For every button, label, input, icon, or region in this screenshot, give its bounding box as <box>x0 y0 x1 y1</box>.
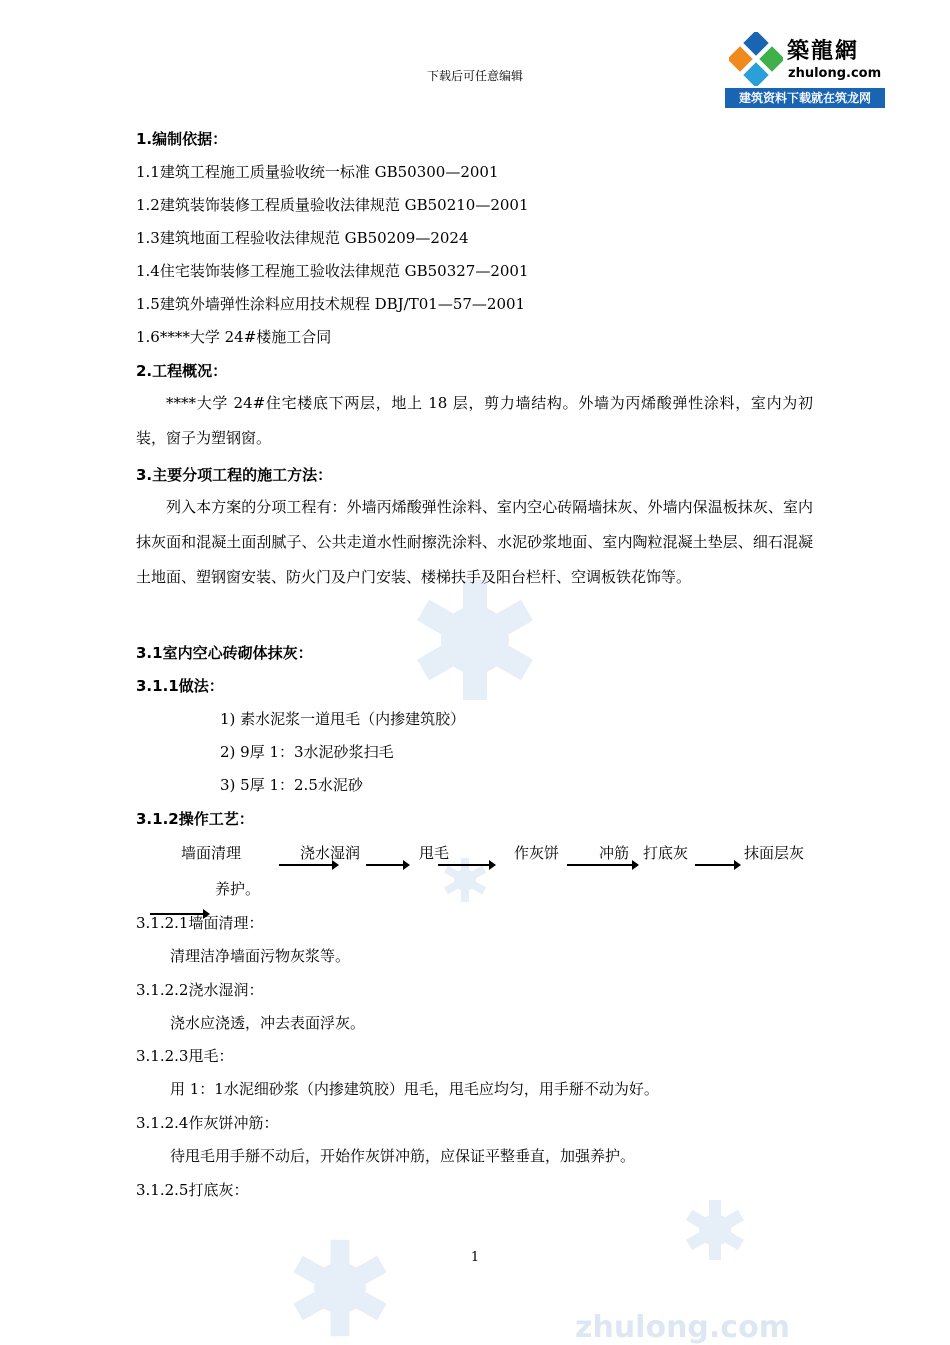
list-item: 1.3建筑地面工程验收法律规范 GB50209—2024 <box>136 229 469 247</box>
flow-arrow <box>366 864 404 866</box>
flow-step: 甩毛 <box>419 844 450 862</box>
step-title: 3.1.2.2浇水湿润： <box>136 981 264 999</box>
step-body: 待甩毛用手掰不动后，开始作灰饼冲筋，应保证平整垂直，加强养护。 <box>170 1147 636 1165</box>
list-item: 1.4住宅装饰装修工程施工验收法律规范 GB50327—2001 <box>136 262 529 280</box>
section-title: 1.编制依据： <box>136 130 228 148</box>
watermark-snowflake-icon <box>275 1232 405 1344</box>
list-item: 1.6****大学 24#楼施工合同 <box>136 328 332 346</box>
logo-domain: zhulong.com <box>788 66 882 81</box>
flow-step: 养护。 <box>215 880 261 898</box>
watermark-text: zhulong.com <box>575 1310 790 1345</box>
zhulong-logo <box>725 30 885 108</box>
flow-step: 浇水湿润 <box>300 844 361 862</box>
subsection-title: 3.1室内空心砖砌体抹灰： <box>136 644 313 662</box>
step-title: 3.1.2.1墙面清理： <box>136 914 264 932</box>
paragraph: ****大学 24#住宅楼底下两层，地上 18 层，剪力墙结构。外墙为丙烯酸弹性涂料，室内为初装，窗子为塑钢窗。 <box>136 394 813 447</box>
header-note: 下载后可任意编辑 <box>426 69 523 83</box>
subsection-title: 3.1.2操作工艺： <box>136 810 254 828</box>
list-item: 2) 9厚 1：3水泥砂浆扫毛 <box>220 743 394 761</box>
step-body: 清理洁净墙面污物灰浆等。 <box>170 947 351 965</box>
flow-step: 作灰饼 <box>514 844 560 862</box>
step-title: 3.1.2.5打底灰： <box>136 1181 249 1199</box>
flow-step: 冲筋 <box>599 844 630 862</box>
logo-emblem-icon <box>729 32 783 86</box>
flow-arrow <box>438 864 490 866</box>
list-item: 1.1建筑工程施工质量验收统一标准 GB50300—2001 <box>136 163 499 181</box>
flow-arrow <box>567 864 633 866</box>
list-item: 1) 素水泥浆一道甩毛（内掺建筑胶） <box>220 710 466 728</box>
step-body: 用 1：1水泥细砂浆（内掺建筑胶）甩毛，甩毛应均匀，用手掰不动为好。 <box>170 1080 659 1098</box>
list-item: 1.5建筑外墙弹性涂料应用技术规程 DBJ/T01—57—2001 <box>136 295 526 313</box>
step-title: 3.1.2.4作灰饼冲筋： <box>136 1114 279 1132</box>
list-item: 3) 5厚 1：2.5水泥砂 <box>220 776 363 794</box>
flow-step: 打底灰 <box>643 844 689 862</box>
page-number: 1 <box>470 1250 480 1265</box>
flow-arrow <box>279 864 333 866</box>
paragraph: 列入本方案的分项工程有：外墙丙烯酸弹性涂料、室内空心砖隔墙抹灰、外墙内保温板抹灰、室内抹灰面和混凝土面刮腻子、公共走道水性耐擦洗涂料、水泥砂浆地面、室内陶粒混凝土垫层、细石混凝土地面、塑钢窗安装、防火门及户门安装、楼梯扶手及阳台栏杆、空调板铁花饰等。 <box>136 498 813 586</box>
flow-step: 抹面层灰 <box>744 844 805 862</box>
section-title: 2.工程概况： <box>136 362 228 380</box>
section-title: 3.主要分项工程的施工方法： <box>136 466 333 484</box>
step-title: 3.1.2.3甩毛： <box>136 1047 234 1065</box>
flow-arrow <box>695 864 735 866</box>
flow-step: 墙面清理 <box>181 844 242 862</box>
logo-slogan: 建筑资料下载就在筑龙网 <box>725 88 885 108</box>
logo-chinese-name: 築龍網 <box>787 38 860 64</box>
subsection-title: 3.1.1做法： <box>136 677 224 695</box>
step-body: 浇水应浇透，冲去表面浮灰。 <box>170 1014 366 1032</box>
list-item: 1.2建筑装饰装修工程质量验收法律规范 GB50210—2001 <box>136 196 529 214</box>
